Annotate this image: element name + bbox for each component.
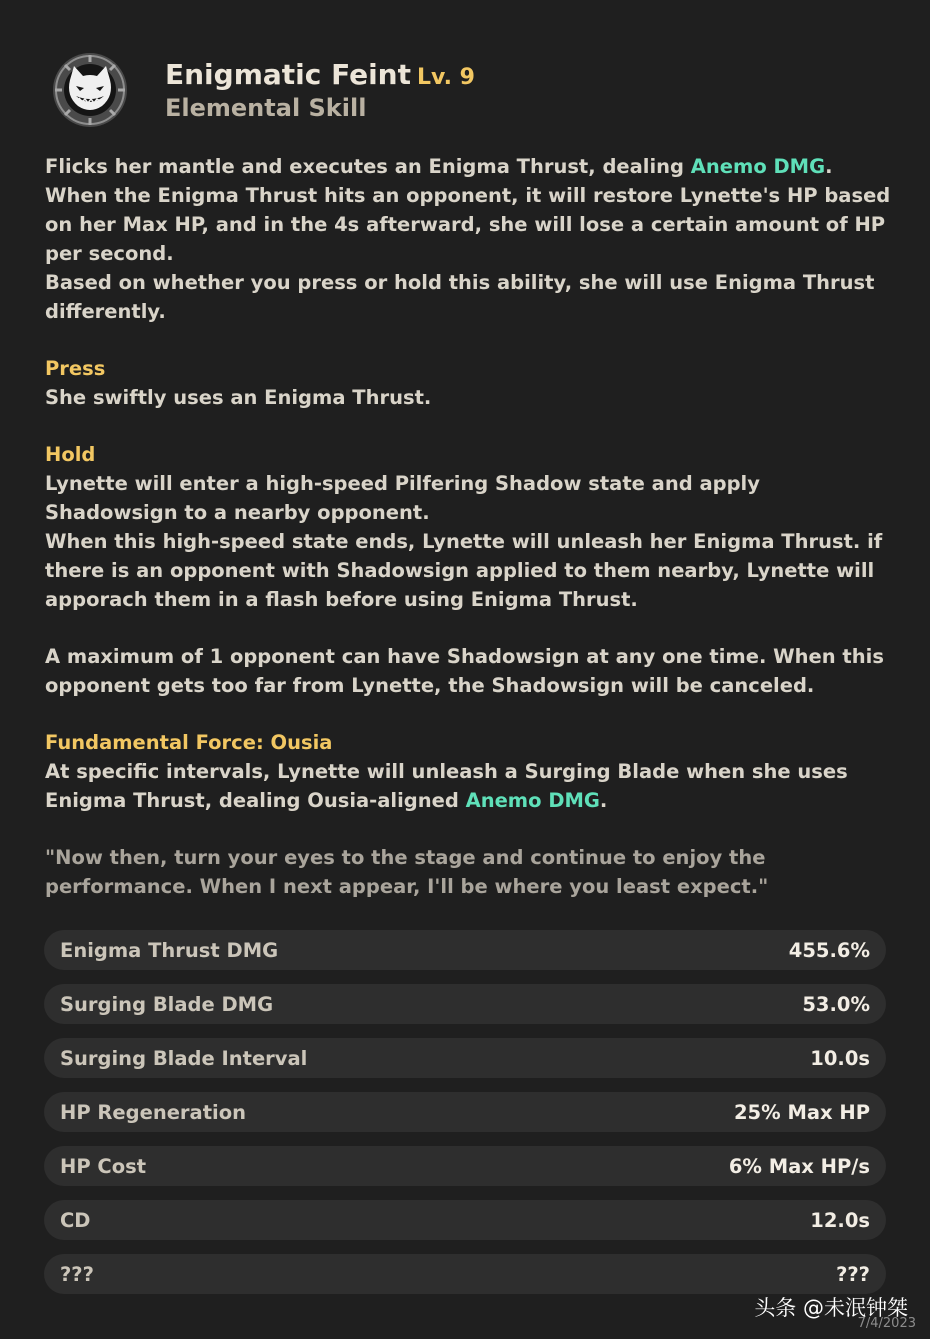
- stat-row: [44, 1146, 886, 1186]
- stat-value: 12.0s: [810, 1208, 870, 1232]
- stat-value: 53.0%: [802, 992, 870, 1016]
- anemo-dmg-highlight: Anemo DMG: [690, 155, 826, 178]
- stat-name: CD: [60, 1208, 91, 1232]
- stats-table: [44, 930, 886, 1308]
- hold-heading: Hold: [45, 443, 96, 466]
- desc-paragraph: Flicks her mantle and executes an Enigma Thrust, dealing Anemo DMG.: [45, 155, 833, 178]
- hold-text: When this high-speed state ends, Lynette will unleash her Enigma Thrust. if there is an opponent with Shadowsign applied to them nearby, Lynette will apporach them in a flash before using Enigma Thrust.: [45, 530, 883, 611]
- stat-name: Surging Blade DMG: [60, 992, 274, 1016]
- stat-name: HP Regeneration: [60, 1100, 246, 1124]
- stat-value: 10.0s: [810, 1046, 870, 1070]
- skill-name: Enigmatic Feint: [165, 58, 411, 91]
- desc-paragraph: When the Enigma Thrust hits an opponent, it will restore Lynette's HP based on her Max HP, and in the 4s afterward, she will lose a certain amount of HP per second.: [45, 184, 891, 265]
- skill-description: [45, 152, 895, 901]
- skill-level: Lv. 9: [417, 65, 475, 90]
- stat-value: 25% Max HP: [733, 1100, 870, 1124]
- stat-row: [44, 1038, 886, 1078]
- skill-type: Elemental Skill: [165, 94, 367, 122]
- stat-name: HP Cost: [60, 1154, 147, 1178]
- stat-row: [44, 1254, 886, 1294]
- fundamental-force-text: At specific intervals, Lynette will unleash a Surging Blade when she uses Enigma Thrust, dealing Ousia-aligned Anemo DMG.: [45, 760, 848, 812]
- stat-row: [44, 930, 886, 970]
- hold-text: Lynette will enter a high-speed Pilfering Shadow state and apply Shadowsign to a nearby opponent.: [45, 472, 760, 524]
- stat-value: 455.6%: [788, 938, 870, 962]
- watermark-text: 头条 @未泯钟桀: [754, 1296, 908, 1320]
- stat-value: ???: [836, 1262, 870, 1286]
- press-text: She swiftly uses an Enigma Thrust.: [45, 386, 432, 409]
- fundamental-force-heading: Fundamental Force: Ousia: [45, 731, 333, 754]
- shadowsign-limit-text: A maximum of 1 opponent can have Shadowsign at any one time. When this opponent gets too far from Lynette, the Shadowsign will be canceled.: [45, 645, 884, 697]
- stat-row: [44, 984, 886, 1024]
- stat-row: [44, 1200, 886, 1240]
- skill-title: [165, 58, 475, 91]
- stat-name: ???: [60, 1262, 94, 1286]
- stat-name: Surging Blade Interval: [60, 1046, 308, 1070]
- desc-paragraph: Based on whether you press or hold this ability, she will use Enigma Thrust differently.: [45, 271, 875, 323]
- anemo-dmg-highlight: Anemo DMG: [465, 789, 600, 812]
- watermark-date: 7/4/2023: [857, 1316, 916, 1331]
- cat-mask-icon: [52, 52, 128, 128]
- stat-row: [44, 1092, 886, 1132]
- flavor-quote: "Now then, turn your eyes to the stage and continue to enjoy the performance. When I next appear, I'll be where you least expect.": [45, 846, 769, 898]
- stat-value: 6% Max HP/s: [728, 1154, 870, 1178]
- skill-header: [52, 52, 892, 132]
- stat-name: Enigma Thrust DMG: [60, 938, 279, 962]
- press-heading: Press: [45, 357, 106, 380]
